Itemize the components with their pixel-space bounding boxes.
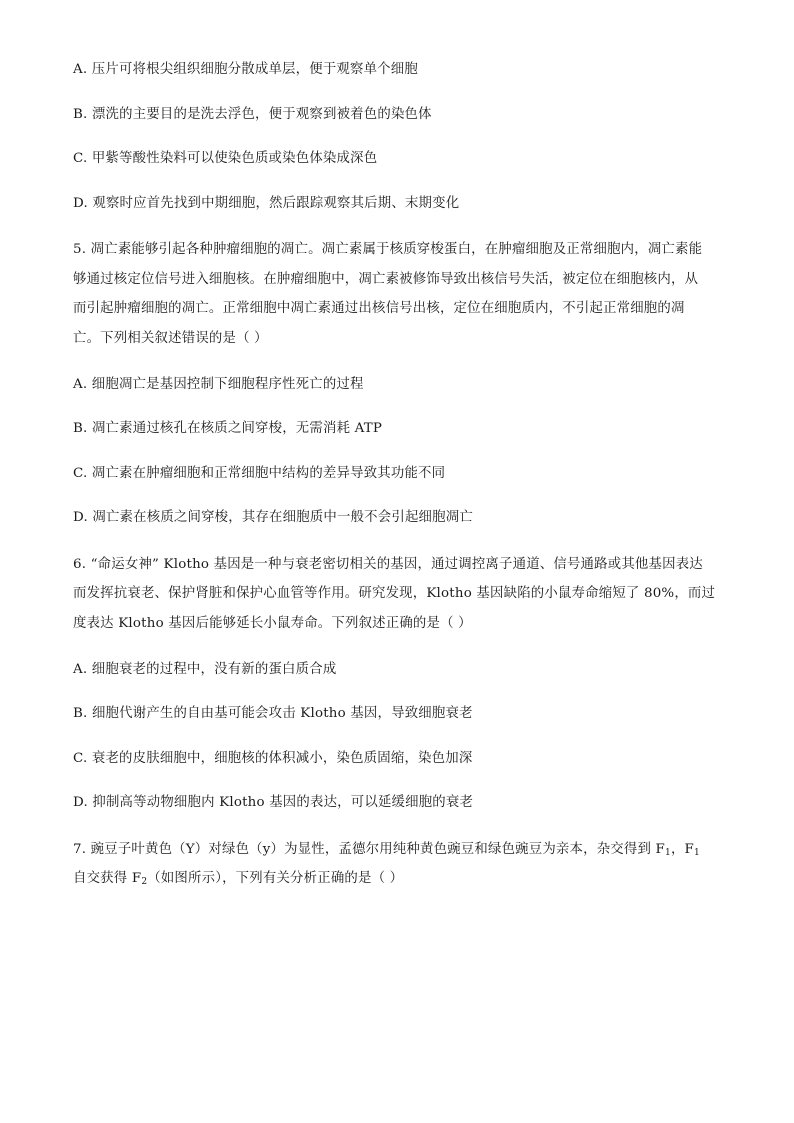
q6-stem — [73, 550, 723, 639]
q7-stem — [73, 835, 723, 894]
exam-page — [73, 57, 723, 912]
q4-option-d: D. 观察时应首先找到中期细胞，然后跟踪观察其后期、末期变化 — [73, 195, 460, 211]
q4-options — [73, 57, 723, 217]
q7-stem-line — [73, 864, 723, 894]
q5-stem-line: 亡。下列相关叙述错误的是（ ） — [73, 330, 268, 346]
question-5 — [73, 235, 723, 531]
q6-option-a: A. 细胞衰老的过程中，没有新的蛋白质合成 — [73, 661, 337, 677]
q6-option-b: B. 细胞代谢产生的自由基可能会攻击 Klotho 基因，导致细胞衰老 — [73, 706, 473, 721]
question-7 — [73, 835, 723, 894]
q5-stem-line: 够通过核定位信号进入细胞核。在肿瘤细胞中，凋亡素被修饰导致出核信号失活，被定位在细胞核内，从 — [73, 271, 699, 287]
q5-stem — [73, 235, 723, 353]
q5-option-d: D. 凋亡素在核质之间穿梭，其存在细胞质中一般不会引起细胞凋亡 — [73, 510, 473, 525]
q6-stem-line: 度表达 Klotho 基因后能够延长小鼠寿命。下列叙述正确的是（ ） — [73, 615, 472, 631]
q6-option-c: C. 衰老的皮肤细胞中，细胞核的体积减小，染色质固缩，染色加深 — [73, 750, 473, 766]
q6-stem-line: 而发挥抗衰老、保护肾脏和保护心血管等作用。研究发现，Klotho 基因缺陷的小鼠寿命缩短了 80%，而过 — [73, 586, 716, 601]
q5-stem-line: 而引起肿瘤细胞的凋亡。正常细胞中凋亡素通过出核信号出核，定位在细胞质内，不引起正常细胞的凋 — [73, 301, 685, 316]
q7-line2-pre: 自交获得 F — [73, 871, 142, 886]
q7-line1-text: 7. 豌豆子叶黄色（Y）对绿色（y）为显性，孟德尔用纯种黄色豌豆和绿色豌豆为亲本，杂交得到 F — [73, 841, 666, 857]
q4-option-b: B. 漂洗的主要目的是洗去浮色，便于观察到被着色的染色体 — [73, 106, 432, 122]
q7-stem-line — [73, 835, 723, 865]
q7-f1-subscript: 1 — [665, 847, 671, 858]
q5-option-b: B. 凋亡素通过核孔在核质之间穿梭，无需消耗 ATP — [73, 421, 383, 436]
q6-stem-line: 6. “命运女神” Klotho 基因是一种与衰老密切相关的基因，通过调控离子通道、信号通路或其他基因表达 — [73, 556, 703, 572]
q6-option-d: D. 抑制高等动物细胞内 Klotho 基因的表达，可以延缓细胞的衰老 — [73, 795, 474, 810]
q7-f2-subscript: 2 — [141, 877, 148, 887]
q5-stem-line: 5. 凋亡素能够引起各种肿瘤细胞的凋亡。凋亡素属于核质穿梭蛋白，在肿瘤细胞及正常细胞内，凋亡素能 — [73, 242, 703, 257]
q7-line1-mid: ，F — [670, 841, 695, 857]
question-6 — [73, 550, 723, 817]
q5-option-a: A. 细胞凋亡是基因控制下细胞程序性死亡的过程 — [73, 376, 364, 392]
q7-line2-post: （如图所示），下列有关分析正确的是（ ） — [147, 871, 404, 886]
q7-f1-subscript: 1 — [694, 847, 700, 858]
q5-option-c: C. 凋亡素在肿瘤细胞和正常细胞中结构的差异导致其功能不同 — [73, 465, 446, 481]
q4-option-a: A. 压片可将根尖组织细胞分散成单层，便于观察单个细胞 — [73, 62, 418, 77]
q4-option-c: C. 甲紫等酸性染料可以使染色质或染色体染成深色 — [73, 151, 378, 166]
